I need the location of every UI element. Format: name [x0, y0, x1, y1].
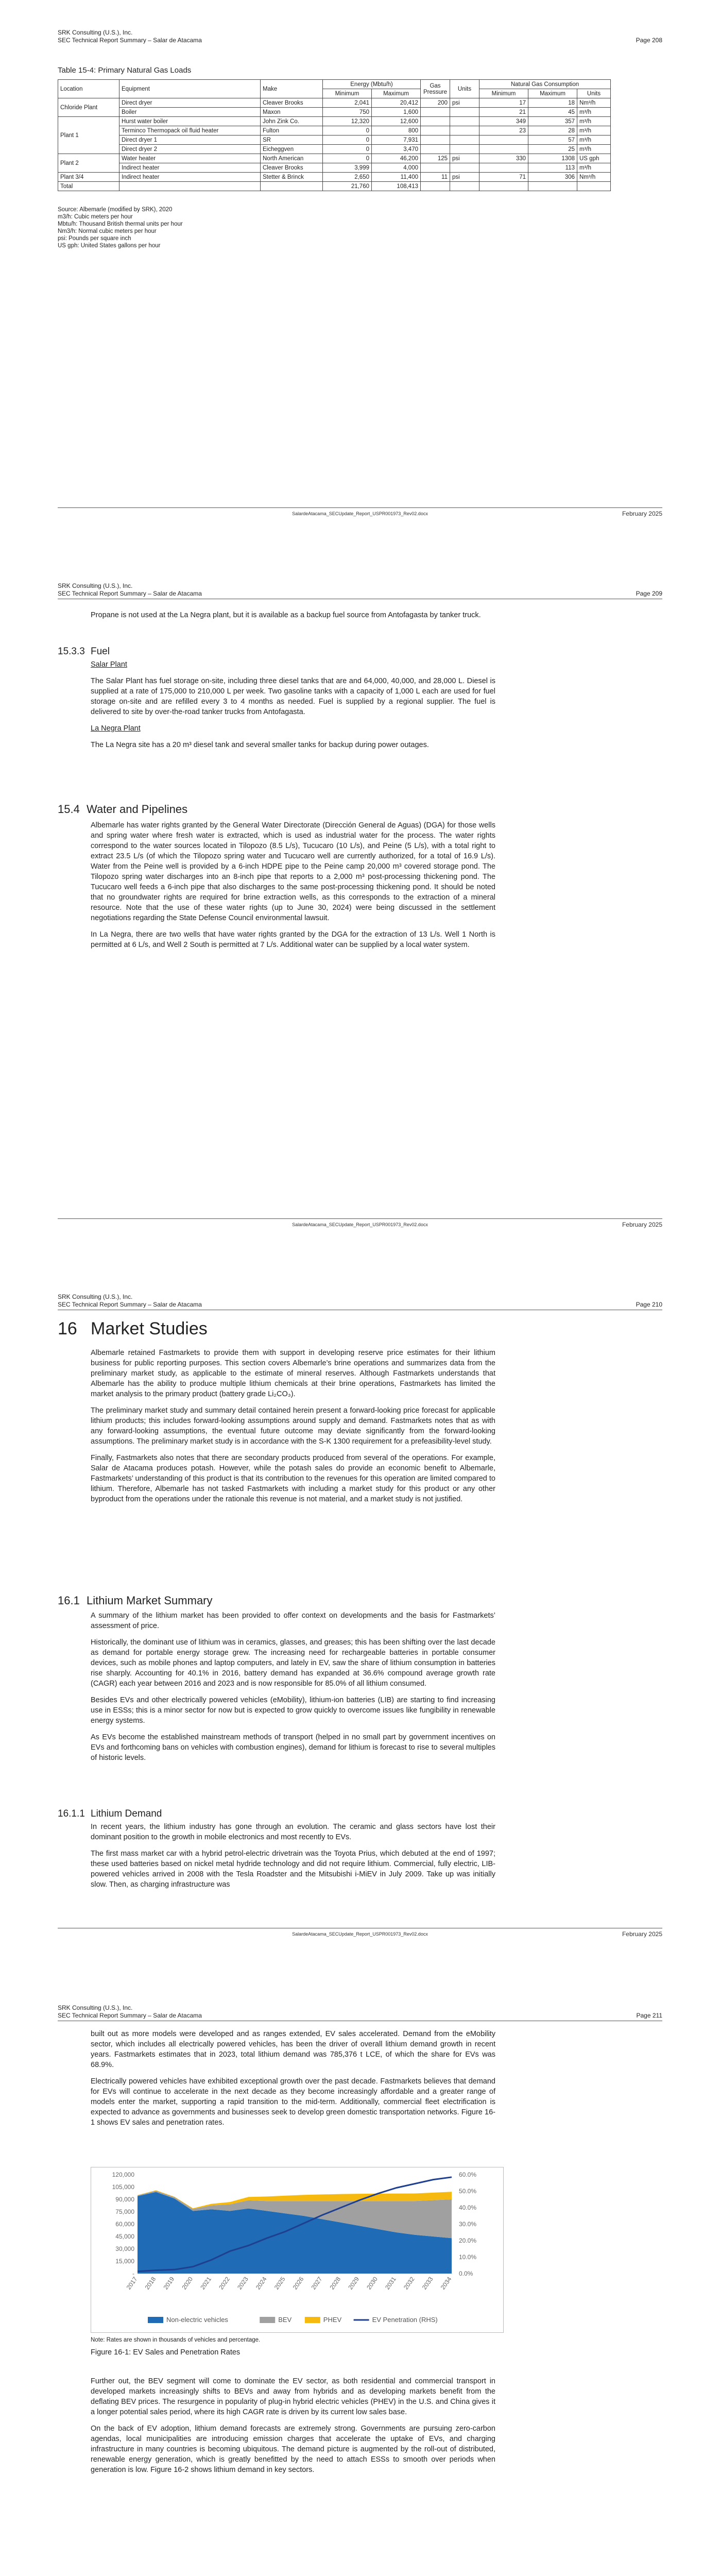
subheading-la-negra-plant: La Negra Plant	[91, 724, 141, 733]
cell-energy-max: 12,600	[372, 117, 421, 126]
cell-pressure-units	[450, 182, 479, 191]
report-title: SEC Technical Report Summary – Salar de Atacama	[58, 1301, 202, 1308]
page-number: Page 210	[636, 1301, 662, 1308]
cell-gas-units: m³/h	[577, 135, 611, 145]
cell-location: Plant 1	[58, 117, 119, 154]
cell-gas-min: 21	[479, 108, 528, 117]
page-header	[58, 1293, 662, 1309]
cell-gas-max	[528, 182, 577, 191]
page-number: Page 211	[636, 2012, 662, 2019]
cell-energy-min: 0	[323, 145, 372, 154]
col-gas-pressure: Gas Pressure	[421, 80, 450, 98]
cell-gas-min: 349	[479, 117, 528, 126]
y-left-tick-label: 120,000	[112, 2171, 134, 2178]
cell-energy-max: 3,470	[372, 145, 421, 154]
page-footer	[58, 507, 662, 518]
cell-pressure-units: psi	[450, 98, 479, 108]
company-name: SRK Consulting (U.S.), Inc.	[58, 582, 133, 589]
cell-make: Cleaver Brooks	[261, 98, 323, 108]
cell-gas-min	[479, 182, 528, 191]
cell-location: Plant 2	[58, 154, 119, 173]
company-name: SRK Consulting (U.S.), Inc.	[58, 1293, 133, 1300]
cell-pressure-units: psi	[450, 173, 479, 182]
fuel-section	[91, 659, 495, 756]
paragraph: Further out, the BEV segment will come to dominate the EV sector, as both residential and commercial transport in developed markets increasingly shifts to BEVs and away from hybrids and as developing markets benefit from the deflating BEV prices. The resurgence in popularity of plug-in hybrid electric vehicles (PHEV) in the U.S. and China gives it a longer potential sales period, where its high CAGR rate is driven by its current low sales base.	[91, 2377, 495, 2416]
table-row	[58, 135, 611, 145]
paragraph: On the back of EV adoption, lithium demand forecasts are extremely strong. Governments are pursuing zero-carbon agendas, local municipalities are introducing emission charges that accelerate the uptake of EVs, and charging infrastructure in many countries is becoming ubiquitous. The demand picture is augmented by the roll-out of distributed, renewable energy generation, which is greatly benefitted by the need to attach ESSs to smooth over periods when generation is low. Figure 16-2 shows lithium demand in key sectors.	[91, 2425, 495, 2474]
cell-gas-min	[479, 145, 528, 154]
cell-energy-min: 0	[323, 154, 372, 163]
page-footer	[58, 1218, 662, 1229]
cell-gas-max: 113	[528, 163, 577, 173]
note-line: US gph: United States gallons per hour	[58, 243, 161, 249]
y-right-tick-label: 10.0%	[459, 2253, 477, 2261]
cell-gas-min: 23	[479, 126, 528, 135]
cell-gas-units: m³/h	[577, 145, 611, 154]
table-row	[58, 98, 611, 108]
section-heading-fuel	[58, 646, 110, 657]
ev-sales-chart	[91, 2167, 503, 2332]
intro-paragraph	[91, 610, 495, 626]
x-tick-label: 2025	[272, 2275, 287, 2291]
table-row	[58, 163, 611, 173]
cell-gas-units: m³/h	[577, 126, 611, 135]
table-row	[58, 154, 611, 163]
cell-gas-max: 357	[528, 117, 577, 126]
paragraph: Albemarle retained Fastmarkets to provide them with support in developing reserve price estimates for their lithium business for public reporting purposes. This section covers Albemarle’s brine operations and summarizes data from the preliminary market study, as applicable to the estimate of mineral reserves. Although Fastmarkets understands that Albemarle has the ability to produce multiple lithium chemicals at their brine operations, Fastmarkets has limited the market analysis to the primary product (battery grade Li₂CO₃).	[91, 1349, 495, 1398]
cell-location: Total	[58, 182, 119, 191]
cell-pressure: 125	[421, 154, 450, 163]
cell-pressure	[421, 126, 450, 135]
cell-pressure-units	[450, 126, 479, 135]
chapter-heading-market-studies	[58, 1319, 208, 1339]
note-line: Source: Albemarle (modified by SRK), 2020	[58, 207, 173, 213]
paragraph: In recent years, the lithium industry has gone through an evolution. The ceramic and glass sectors have lost their dominant position to the growth in mobile electronics and most recently to EVs.	[91, 1823, 495, 1841]
cell-equipment	[119, 182, 261, 191]
page-footer	[58, 1928, 662, 1938]
x-tick-label: 2029	[347, 2275, 361, 2291]
x-tick-label: 2034	[439, 2275, 453, 2291]
cell-gas-max: 28	[528, 126, 577, 135]
cell-gas-units: Nm³/h	[577, 98, 611, 108]
cell-gas-units	[577, 182, 611, 191]
x-tick-label: 2023	[235, 2275, 250, 2291]
section-number: 15.4	[58, 803, 80, 816]
cell-energy-max: 46,200	[372, 154, 421, 163]
section-number: 15.3.3	[58, 646, 85, 657]
water-section	[91, 820, 495, 956]
footer-rule	[58, 1218, 662, 1219]
section-number: 16.1.1	[58, 1808, 85, 1819]
footer-date: February 2025	[622, 1930, 662, 1938]
section-title: Lithium Market Summary	[87, 1594, 213, 1607]
y-right-tick-label: 0.0%	[459, 2270, 473, 2277]
y-right-tick-label: 40.0%	[459, 2204, 477, 2211]
section-heading-lithium-demand	[58, 1808, 162, 1820]
col-gas-min: Minimum	[479, 89, 528, 98]
cell-pressure	[421, 135, 450, 145]
x-tick-label: 2032	[402, 2275, 416, 2291]
y-left-tick-label: 105,000	[112, 2183, 134, 2191]
legend-swatch	[148, 2317, 163, 2323]
cell-gas-min: 17	[479, 98, 528, 108]
y-left-tick-label: -	[132, 2270, 134, 2277]
cell-energy-max: 1,600	[372, 108, 421, 117]
y-left-tick-label: 90,000	[115, 2196, 134, 2203]
cell-pressure: 200	[421, 98, 450, 108]
page-number: Page 208	[636, 37, 662, 44]
cell-gas-min	[479, 163, 528, 173]
x-tick-label: 2017	[125, 2275, 139, 2291]
cell-make: Eicheggven	[261, 145, 323, 154]
note-line: Nm3/h: Normal cubic meters per hour	[58, 228, 157, 234]
table-row	[58, 108, 611, 117]
cell-make: Stetter & Brinck	[261, 173, 323, 182]
cell-pressure-units	[450, 108, 479, 117]
cell-energy-min: 2,650	[323, 173, 372, 182]
cell-gas-units: Nm³/h	[577, 173, 611, 182]
col-units: Units	[450, 80, 479, 98]
col-gas-units: Units	[577, 89, 611, 98]
x-tick-label: 2019	[162, 2275, 176, 2291]
cell-gas-max: 1308	[528, 154, 577, 163]
x-tick-label: 2018	[143, 2275, 158, 2291]
cell-equipment: Indirect heater	[119, 173, 261, 182]
x-tick-label: 2022	[217, 2275, 231, 2291]
section-number: 16.1	[58, 1594, 80, 1607]
y-left-tick-label: 60,000	[115, 2221, 134, 2228]
x-tick-label: 2030	[365, 2275, 379, 2291]
footer-date: February 2025	[622, 1221, 662, 1228]
paragraph: The first mass market car with a hybrid petrol-electric drivetrain was the Toyota Prius, which debuted at the end of 1997; these used batteries based on nickel metal hydride technology and did not require lithium. Commercial, fully electric, LIB-powered vehicles arrived in 2008 with the Tesla Roadster and the Mitsubishi i-MiEV in July 2009. Take up was initially slow. Then, as charging infrastructure was	[91, 1850, 495, 1889]
figure-caption: Figure 16-1: EV Sales and Penetration Rates	[91, 2348, 241, 2357]
cell-gas-max: 45	[528, 108, 577, 117]
page-number: Page 209	[636, 590, 662, 597]
cell-pressure: 11	[421, 173, 450, 182]
legend-label: PHEV	[323, 2316, 342, 2324]
figure-note: Note: Rates are shown in thousands of vehicles and percentage.	[91, 2337, 261, 2343]
table-row	[58, 126, 611, 135]
cell-pressure	[421, 163, 450, 173]
col-equipment: Equipment	[119, 80, 261, 98]
paragraph: The Salar Plant has fuel storage on-site, including three diesel tanks that are and 64,000, 40,000, and 28,000 L. Diesel is supplied at a rate of 175,000 to 210,000 L per week. Two gasoline tanks with a capacity of 1,000 L each are used for fuel storage on-site and are refilled every 3 to 4 months as needed. Fuel is supplied by a regional supplier. The fuel is delivered to site by over-the-road tanker trucks from Antofagasta.	[91, 677, 495, 716]
paragraph: In La Negra, there are two wells that have water rights granted by the DGA for the extraction of 13 L/s. Well 1 North is permitted at 6 L/s, and Well 2 South is permitted at 7 L/s. Additional water can be supplied by a local water system.	[91, 930, 495, 949]
cell-equipment: Water heater	[119, 154, 261, 163]
cell-gas-max: 306	[528, 173, 577, 182]
cell-gas-min	[479, 135, 528, 145]
cell-pressure-units	[450, 145, 479, 154]
page-211	[0, 2004, 703, 2576]
cell-gas-max: 25	[528, 145, 577, 154]
cell-equipment: Direct dryer 1	[119, 135, 261, 145]
cell-equipment: Boiler	[119, 108, 261, 117]
cell-energy-max: 20,412	[372, 98, 421, 108]
paragraph: Finally, Fastmarkets also notes that there are secondary products produced from several of the operations. For example, Salar de Atacama produces potash. However, while the potash sales do provide an economic benefit to Albemarle, Fastmarkets’ understanding of this product is that its contribution to the revenues for this operation are limited compared to lithium. Therefore, Albemarle has not tasked Fastmarkets with including a market study for this product or any other byproduct from the operations under the rationale this revenue is not material, and a market study is not justified.	[91, 1454, 495, 1503]
col-energy: Energy (Mbtu/h)	[323, 80, 421, 89]
ev-section	[91, 2029, 495, 2134]
cell-make: SR	[261, 135, 323, 145]
legend-label: BEV	[278, 2316, 292, 2324]
cell-make: Fulton	[261, 126, 323, 135]
table-title: Table 15-4: Primary Natural Gas Loads	[58, 66, 192, 75]
cell-equipment: Indirect heater	[119, 163, 261, 173]
cell-energy-min: 2,041	[323, 98, 372, 108]
x-tick-label: 2026	[291, 2275, 305, 2291]
y-right-tick-label: 60.0%	[459, 2171, 477, 2178]
col-energy-max: Maximum	[372, 89, 421, 98]
cell-energy-min: 3,999	[323, 163, 372, 173]
cell-make: Maxon	[261, 108, 323, 117]
table-row	[58, 145, 611, 154]
report-title: SEC Technical Report Summary – Salar de Atacama	[58, 37, 202, 44]
x-tick-label: 2033	[420, 2275, 435, 2291]
company-name: SRK Consulting (U.S.), Inc.	[58, 29, 133, 36]
legend-swatch	[260, 2317, 275, 2323]
cell-gas-min: 71	[479, 173, 528, 182]
lithium-demand-section	[91, 1822, 495, 1896]
paragraph: The preliminary market study and summary detail contained herein present a forward-looking price forecast for applicable lithium products; this includes forward-looking assumptions around supply and demand. Fastmarkets notes that as with any forward-looking assumptions, the eventual future outcome may deviate significantly from the forward-looking assumptions. The preliminary market study is in accordance with the S-K 1300 requirement for a prefeasibility-level study.	[91, 1406, 495, 1446]
y-right-tick-label: 20.0%	[459, 2237, 477, 2244]
cell-energy-min: 12,320	[323, 117, 372, 126]
section-heading-water	[58, 803, 187, 816]
y-left-tick-label: 45,000	[115, 2233, 134, 2240]
cell-equipment: Hurst water boiler	[119, 117, 261, 126]
paragraph: The La Negra site has a 20 m³ diesel tank and several smaller tanks for backup during power outages.	[91, 741, 429, 749]
cell-energy-max: 108,413	[372, 182, 421, 191]
cell-energy-max: 4,000	[372, 163, 421, 173]
note-line: m3/h: Cubic meters per hour	[58, 214, 133, 220]
col-make: Make	[261, 80, 323, 98]
paragraph: Historically, the dominant use of lithium was in ceramics, glasses, and greases; this has been shifting over the last decade as demand for portable energy storage grew. The increasing need for rechargeable batteries in portable consumer devices, such as mobile phones and laptop computers, and lately in EV, saw the share of lithium consumption in batteries rise sharply. Accounting for 40.1% in 2016, battery demand has expanded at 36.6% compound average growth rate (CAGR) each year between 2016 and 2023 and is now responsible for 85.0% of all lithium consumed.	[91, 1638, 495, 1688]
subheading-salar-plant: Salar Plant	[91, 660, 127, 669]
cell-energy-min: 21,760	[323, 182, 372, 191]
x-tick-label: 2024	[254, 2275, 268, 2291]
note-line: psi: Pounds per square inch	[58, 235, 131, 242]
paragraph: As EVs become the established mainstream methods of transport (helped in no small part by government incentives on EVs and forthcoming bans on vehicles with combustion engines), demand for lithium is forecast to rise to several multiples of historic levels.	[91, 1733, 495, 1762]
report-title: SEC Technical Report Summary – Salar de Atacama	[58, 590, 202, 597]
x-tick-label: 2031	[384, 2275, 398, 2291]
cell-gas-max: 57	[528, 135, 577, 145]
cell-gas-units: US gph	[577, 154, 611, 163]
cell-make	[261, 182, 323, 191]
cell-equipment: Direct dryer 2	[119, 145, 261, 154]
legend-label: EV Penetration (RHS)	[372, 2316, 438, 2324]
cell-make: John Zink Co.	[261, 117, 323, 126]
company-name: SRK Consulting (U.S.), Inc.	[58, 2004, 133, 2011]
page-209	[0, 582, 703, 1226]
cell-pressure	[421, 117, 450, 126]
cell-pressure	[421, 145, 450, 154]
cell-gas-max: 18	[528, 98, 577, 108]
cell-pressure-units	[450, 117, 479, 126]
cell-location: Chloride Plant	[58, 98, 119, 117]
cell-make: Cleaver Brooks	[261, 163, 323, 173]
section-title: Water and Pipelines	[87, 803, 188, 816]
cell-pressure-units: psi	[450, 154, 479, 163]
cell-energy-min: 0	[323, 135, 372, 145]
footer-filename: SalardeAtacama_SECUpdate_Report_USPR001973_Rev02.docx	[292, 1222, 428, 1227]
page-header	[58, 29, 662, 44]
section-title: Fuel	[91, 646, 110, 657]
legend-label: Non-electric vehicles	[166, 2316, 228, 2324]
x-tick-label: 2027	[310, 2275, 324, 2291]
paragraph: Electrically powered vehicles have exhibited exceptional growth over the past decade. Fastmarkets believes that demand for EVs will continue to accelerate in the next decade as they become increasingly affordable and a greater range of models enter the market, supporting a rapid transition to the mid-term. Additionally, commercial fleet electrification is expected to advance as governments and businesses seek to develop green domestic transportation networks. Figure 16-1 shows EV sales and penetration rates.	[91, 2077, 495, 2127]
y-left-tick-label: 15,000	[115, 2258, 134, 2265]
cell-equipment: Terminco Thermopack oil fluid heater	[119, 126, 261, 135]
cell-energy-max: 7,931	[372, 135, 421, 145]
cell-location: Plant 3/4	[58, 173, 119, 182]
paragraph: built out as more models were developed and as ranges extended, EV sales accelerated. Demand from the eMobility sector, which includes all electrically powered vehicles, has been the driver of overall lithium demand growth in recent years. Fastmarkets estimates that in 2023, total lithium demand was 785,376 t LCE, of which the share for EVs was 68.9%.	[91, 2030, 495, 2069]
cell-energy-max: 800	[372, 126, 421, 135]
section-title: Market Studies	[91, 1319, 208, 1338]
cell-pressure	[421, 108, 450, 117]
ev-outlook-section	[91, 2376, 495, 2481]
page-header	[58, 582, 662, 598]
cell-gas-units: m³/h	[577, 117, 611, 126]
table-notes	[58, 206, 183, 249]
col-location: Location	[58, 80, 119, 98]
y-right-tick-label: 30.0%	[459, 2221, 477, 2228]
col-gas-max: Maximum	[528, 89, 577, 98]
section-title: Lithium Demand	[91, 1808, 162, 1819]
cell-make: North American	[261, 154, 323, 163]
ev-sales-chart-frame	[91, 2167, 504, 2333]
y-left-tick-label: 30,000	[115, 2245, 134, 2252]
col-ngc: Natural Gas Consumption	[479, 80, 611, 89]
cell-gas-min: 330	[479, 154, 528, 163]
page-208	[0, 0, 703, 515]
page-header	[58, 2004, 662, 2020]
report-title: SEC Technical Report Summary – Salar de Atacama	[58, 2012, 202, 2019]
table-row	[58, 117, 611, 126]
cell-energy-max: 11,400	[372, 173, 421, 182]
cell-energy-min: 750	[323, 108, 372, 117]
section-heading-lithium-market	[58, 1594, 213, 1607]
cell-gas-units: m³/h	[577, 108, 611, 117]
y-left-tick-label: 75,000	[115, 2208, 134, 2215]
x-tick-label: 2020	[180, 2275, 195, 2291]
paragraph: A summary of the lithium market has been provided to offer context on developments and the basis for Fastmarkets’ assessment of price.	[91, 1612, 495, 1630]
page-210	[0, 1293, 703, 1937]
natural-gas-loads-table	[58, 79, 611, 191]
paragraph: Besides EVs and other electrically powered vehicles (eMobility), lithium-ion batteries (LIB) are starting to find increasing use in ESSs; this is a minor sector for now but is expected to grow quickly to overcome issues like fungibility in renewable energy systems.	[91, 1696, 495, 1725]
cell-pressure	[421, 182, 450, 191]
x-tick-label: 2028	[328, 2275, 342, 2291]
table-row	[58, 173, 611, 182]
lithium-market-section	[91, 1611, 495, 1769]
cell-pressure-units	[450, 135, 479, 145]
cell-gas-units: m³/h	[577, 163, 611, 173]
market-studies-section	[91, 1348, 495, 1511]
legend-swatch	[305, 2317, 320, 2323]
footer-filename: SalardeAtacama_SECUpdate_Report_USPR001973_Rev02.docx	[292, 511, 428, 516]
section-number: 16	[58, 1319, 77, 1338]
cell-energy-min: 0	[323, 126, 372, 135]
paragraph: Propane is not used at the La Negra plant, but it is available as a backup fuel source from Antofagasta by tanker truck.	[91, 611, 481, 619]
paragraph: Albemarle has water rights granted by the General Water Directorate (Dirección General de Aguas) (DGA) for those wells and spring water where fresh water is extracted, which is used as industrial water for the process. The water rights correspond to the water sources located in Tilopozo (8.5 L/s), Tucucaro (10 L/s), and Peine (5 L/s), with a total right to extract 23.5 L/s (of which the Tilopozo spring water and Tucucaro well are currently authorized, for a total of 16.9 L/s). Water from the Peine well is provided by a 6-inch HDPE pipe to the Peine camp 20,000 m³ covered storage pond. The Tilopozo spring water discharges into an 8-inch pipe that reports to a 2,000 m³ post-processing thickening pond. The Tucucaro well feeds a 6-inch pipe that also discharges to the same post-processing thickening pond. It should be noted that no groundwater rights are required for brine extraction wells, as this corresponds to the extraction of a mineral resource. Note that the use of these water rights (up to June 30, 2024) were being discussed in the settlement negotiations regarding the State Defense Council environmental lawsuit.	[91, 821, 495, 922]
x-tick-label: 2021	[199, 2275, 213, 2291]
y-right-tick-label: 50.0%	[459, 2188, 477, 2195]
col-energy-min: Minimum	[323, 89, 372, 98]
note-line: Mbtu/h: Thousand British thermal units per hour	[58, 221, 183, 227]
cell-pressure-units	[450, 163, 479, 173]
table-total-row	[58, 182, 611, 191]
footer-filename: SalardeAtacama_SECUpdate_Report_USPR001973_Rev02.docx	[292, 1931, 428, 1937]
footer-rule	[58, 507, 662, 508]
cell-equipment: Direct dryer	[119, 98, 261, 108]
footer-date: February 2025	[622, 510, 662, 517]
